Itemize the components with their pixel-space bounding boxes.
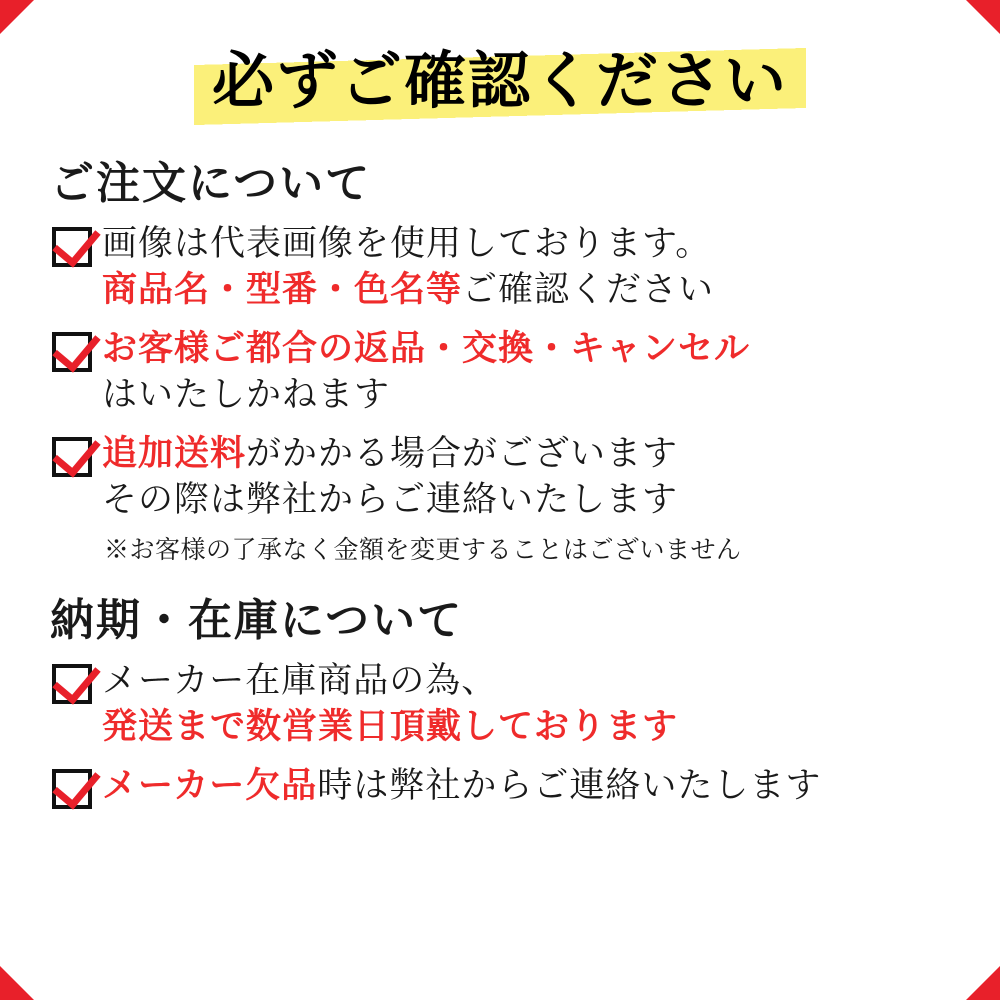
body-text: ご確認ください: [462, 269, 715, 309]
page-title-text: 必ずご確認ください: [211, 48, 788, 116]
text-line: [102, 372, 958, 418]
text-line: [102, 267, 958, 313]
checkbox-checked-icon: [52, 332, 92, 372]
checklist-item: [52, 431, 958, 522]
title-banner: [42, 46, 958, 121]
checklist-item: [52, 221, 958, 312]
checklist-item: [52, 763, 958, 809]
emphasis-text: メーカー欠品: [102, 766, 318, 806]
text-line: [102, 763, 958, 809]
emphasis-text: お客様ご都合の返品・交換・キャンセル: [102, 329, 751, 369]
body-text: がかかる場合がございます: [246, 434, 679, 474]
corner-accent-bottom-left: [0, 966, 34, 1000]
sections-container: [42, 147, 958, 809]
body-text: メーカー在庫商品の為、: [102, 661, 498, 701]
corner-accent-bottom-right: [966, 966, 1000, 1000]
text-line: [102, 704, 958, 750]
body-text: はいたしかねます: [102, 374, 391, 414]
checkbox-checked-icon: [52, 227, 92, 267]
item-note: ※お客様の了承なく金額を変更することはございません: [104, 537, 742, 565]
checklist-item-text: [102, 326, 958, 417]
body-text: 画像は代表画像を使用しております。: [102, 224, 712, 264]
emphasis-text: 追加送料: [102, 434, 247, 474]
checklist-item: [52, 326, 958, 417]
corner-accent-top-right: [966, 0, 1000, 34]
checklist-item-text: [102, 431, 958, 522]
emphasis-text: 発送まで数営業日頂戴しております: [102, 706, 679, 746]
text-line: [102, 221, 958, 267]
section-heading: ご注文について: [50, 159, 372, 209]
emphasis-text: 商品名・型番・色名等: [102, 269, 463, 309]
text-line: [102, 431, 958, 477]
checkbox-checked-icon: [52, 437, 92, 477]
checklist-item-text: [102, 763, 958, 809]
text-line: [102, 477, 958, 523]
checklist-item-text: [102, 221, 958, 312]
checkbox-checked-icon: [52, 664, 92, 704]
checkbox-checked-icon: [52, 769, 92, 809]
text-line: [102, 658, 958, 704]
checklist-item: [52, 658, 958, 749]
body-text: その際は弊社からご連絡いたします: [102, 479, 679, 519]
corner-accent-top-left: [0, 0, 34, 34]
section-heading: 納期・在庫について: [50, 596, 464, 646]
text-line: [102, 326, 958, 372]
page-title: [194, 37, 806, 129]
checklist-item-text: [102, 658, 958, 749]
body-text: 時は弊社からご連絡いたします: [317, 766, 822, 806]
